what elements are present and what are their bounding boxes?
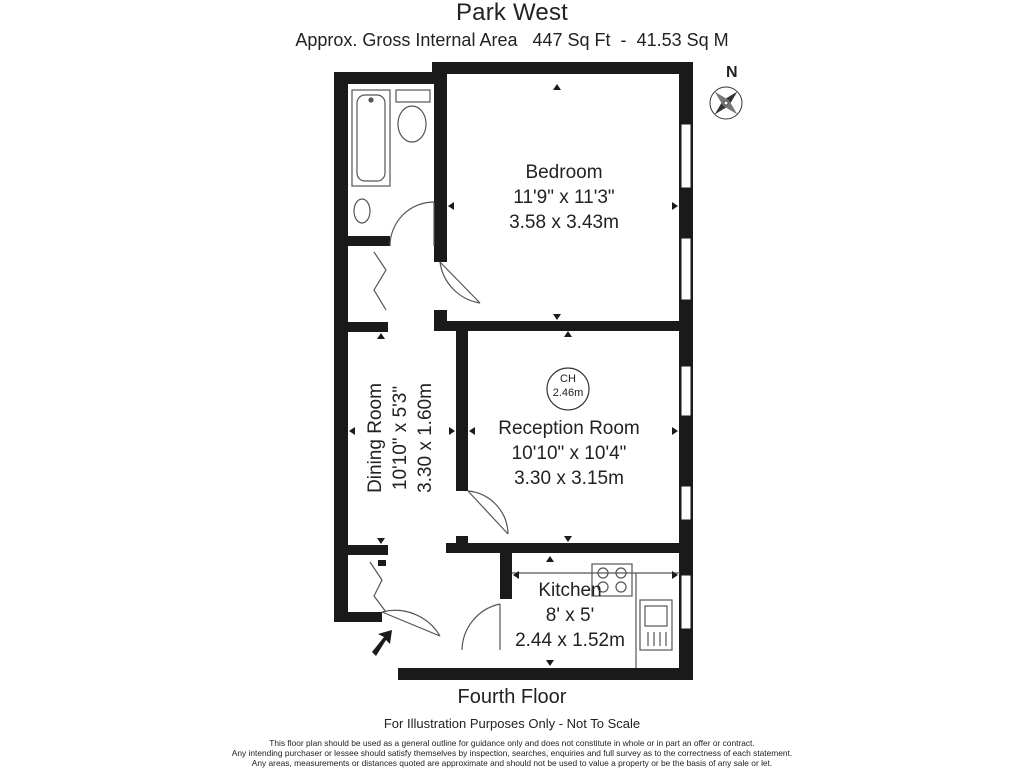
dining-imperial: 10'10" x 5'3" — [390, 385, 411, 491]
wall-reception-bottom — [446, 543, 682, 553]
wall-bottom — [398, 668, 693, 680]
wall-cupboard-bottom — [348, 322, 388, 332]
bathroom-door-swing — [390, 202, 434, 246]
wall-left — [334, 72, 348, 620]
wall-reception-bottom-stub — [456, 536, 468, 553]
bathtub — [352, 90, 390, 186]
disclaimer-line: Any areas, measurements or distances quoted are approximate and should not be used to value a property or be the basis of any sale or let. — [251, 758, 773, 768]
bedroom-name: Bedroom — [525, 162, 603, 183]
dining-metric: 3.30 x 1.60m — [415, 383, 436, 493]
reception-imperial: 10'10" x 10'4" — [511, 443, 627, 464]
bedroom-imperial: 11'9" x 11'3" — [513, 187, 615, 208]
dining-name: Dining Room — [365, 383, 386, 493]
area-sqft: 447 Sq Ft — [532, 30, 611, 50]
ceiling-height-label — [546, 372, 590, 400]
wall-bedroom-left — [434, 72, 447, 262]
cupboard-door-upper — [374, 252, 386, 310]
disclaimer-line: This floor plan should be used as a general outline for guidance only and does not constitute in whole or in part an offer or contract. — [269, 738, 755, 748]
wall-bath-bottom — [348, 236, 390, 246]
bathroom-fixtures — [352, 90, 434, 246]
kitchen-name: Kitchen — [538, 580, 602, 601]
ceiling-height-value: 2.46m — [552, 387, 584, 399]
room-label-dining — [363, 368, 438, 508]
bedroom-metric: 3.58 x 3.43m — [509, 212, 619, 233]
wall-bedroom-bottom — [434, 321, 682, 331]
window-bedroom-lower — [681, 238, 691, 300]
illustration-note: For Illustration Purposes Only - Not To Scale — [383, 716, 641, 731]
disclaimer-line: Any intending purchaser or lessee should satisfy themselves by inspection, searches, enquiries and full survey as to the correctness of each statement. — [231, 748, 793, 758]
reception-metric: 3.30 x 3.15m — [514, 468, 624, 489]
compass-rose-icon — [710, 87, 742, 119]
room-label-kitchen — [500, 578, 640, 653]
window-bedroom-upper — [681, 124, 691, 188]
wash-basin — [354, 199, 370, 223]
floor-name: Fourth Floor — [457, 686, 567, 708]
window-reception-lower — [681, 486, 691, 520]
area-separator: - — [620, 30, 627, 50]
reception-name: Reception Room — [498, 418, 640, 439]
room-label-reception — [484, 416, 654, 491]
wall-top-left — [334, 72, 436, 84]
kitchen-door-swing — [462, 604, 500, 650]
area-sqm: 41.53 Sq M — [636, 30, 729, 50]
window-kitchen — [681, 575, 691, 629]
wall-reception-left — [456, 321, 468, 491]
north-label: N — [726, 64, 738, 81]
kitchen-metric: 2.44 x 1.52m — [515, 630, 625, 651]
kitchen-imperial: 8' x 5' — [545, 605, 595, 626]
room-label-bedroom — [484, 160, 644, 235]
ceiling-height-title: CH — [560, 373, 576, 385]
entrance-arrow-icon — [372, 630, 392, 656]
wall-dining-bottom — [348, 545, 388, 555]
plan-title: Park West — [455, 0, 569, 26]
disclaimer — [0, 738, 1024, 768]
wall-top-right — [432, 62, 693, 74]
toilet-cistern — [396, 90, 430, 102]
cupboard-door-lower — [370, 562, 386, 612]
toilet-bowl — [398, 106, 426, 142]
wall-cupboard2-right — [378, 560, 386, 566]
wall-bottom-left — [334, 612, 382, 622]
window-reception-upper — [681, 366, 691, 416]
area-label: Approx. Gross Internal Area — [295, 30, 518, 50]
